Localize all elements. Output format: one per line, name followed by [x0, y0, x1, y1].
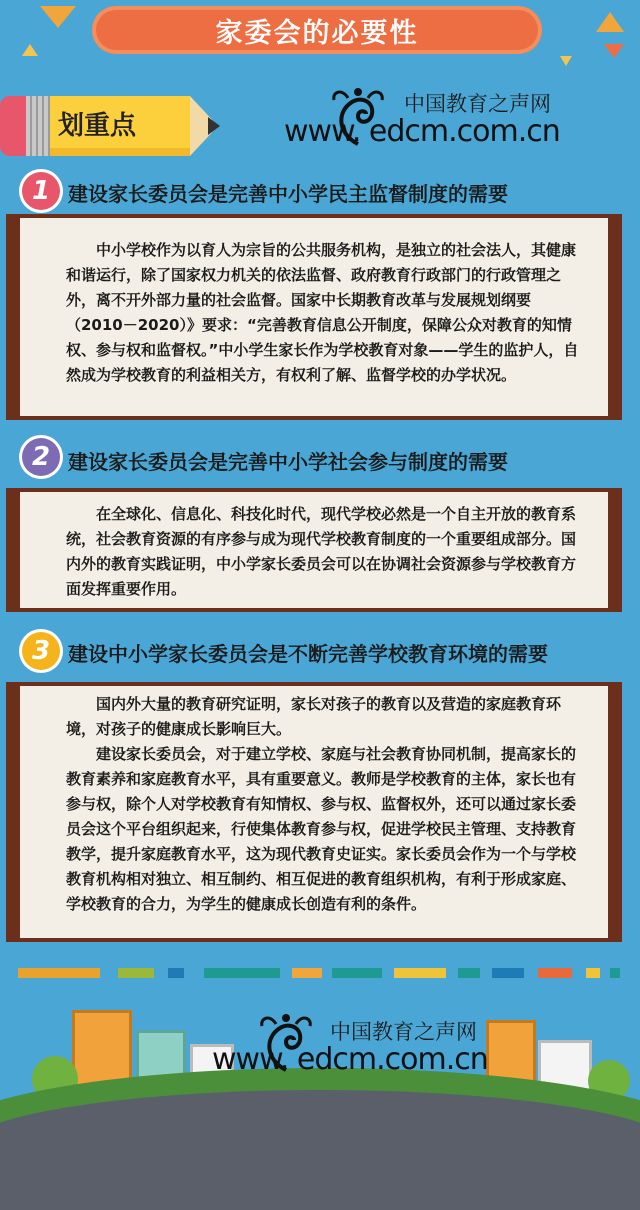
road-illustration [0, 1090, 640, 1210]
stripe [492, 968, 524, 978]
logo-url: www. edcm.com.cn [284, 114, 560, 149]
site-logo [284, 84, 574, 154]
decor-triangle [596, 12, 624, 32]
stripe [610, 968, 620, 978]
stripe [18, 968, 100, 978]
decor-triangle [604, 44, 624, 58]
stripe [394, 968, 446, 978]
stripe-gap [184, 968, 204, 978]
section-body-2 [20, 492, 608, 602]
pencil-eraser [0, 96, 26, 156]
stripe-gap [382, 968, 394, 978]
stripe-gap [446, 968, 458, 978]
section-title-2: 建设家长委员会是完善中小学社会参与制度的需要 [68, 450, 508, 474]
content-board-1 [6, 214, 622, 420]
stripe-gap [572, 968, 586, 978]
color-stripe-bar [18, 968, 622, 978]
stripe [586, 968, 600, 978]
content-board-2 [6, 488, 622, 612]
paragraph: 在全球化、信息化、科技化时代，现代学校必然是一个自主开放的教育系统，社会教育资源的有序参与成为现代学校教育制度的一个重要组成部分。国内外的教育实践证明，中小学家长委员会可以在协调社会资源参与学校教育方面发挥重要作用。 [66, 505, 577, 598]
stripe-gap [280, 968, 292, 978]
logo-chinese-name: 中国教育之声网 [404, 92, 551, 116]
section-body-3 [20, 686, 608, 917]
section-title-1: 建设家长委员会是完善中小学民主监督制度的需要 [68, 182, 508, 206]
highlight-tag-label: 划重点 [58, 111, 137, 141]
footer-logo [212, 1010, 502, 1080]
logo-chinese-name: 中国教育之声网 [330, 1020, 477, 1044]
section-body-1 [20, 218, 608, 388]
logo-url: www. edcm.com.cn [212, 1042, 488, 1077]
stripe [118, 968, 154, 978]
stripe-gap [600, 968, 610, 978]
section-number-2: 2 [22, 438, 60, 476]
stripe [538, 968, 572, 978]
stripe [458, 968, 480, 978]
stripe-gap [322, 968, 332, 978]
section-title-3: 建设中小学家长委员会是不断完善学校教育环境的需要 [68, 642, 548, 666]
pencil-lead [208, 117, 220, 135]
stripe [204, 968, 280, 978]
paragraph: 国内外大量的教育研究证明，家长对孩子的教育以及营造的家庭教育环境，对孩子的健康成长影响巨大。 [66, 695, 562, 738]
paragraph: 中小学校作为以育人为宗旨的公共服务机构，是独立的社会法人，其健康和谐运行，除了国家权力机关的依法监督、政府教育行政部门的行政管理之外，离不开外部力量的社会监督。国家中长期教育改革与发展规划纲要（2010－2020）》要求：“完善教育信息公开制度，保障公众对教育的知情权、参与权和监督权。”中小学生家长作为学校教育对象——学生的监护人，自然成为学校教育的利益相关方，有权利了解、监督学校的办学状况。 [66, 241, 579, 384]
pencil-ferrule [26, 96, 50, 156]
section-number-3: 3 [22, 632, 60, 670]
stripe [292, 968, 322, 978]
stripe [168, 968, 184, 978]
section-number-1: 1 [22, 172, 60, 210]
stripe-gap [100, 968, 118, 978]
paragraph: 建设家长委员会，对于建立学校、家庭与社会教育协同机制，提高家长的教育素养和家庭教育水平，具有重要意义。教师是学校教育的主体，家长也有参与权，除个人对学校教育有知情权、参与权、监督权外，还可以通过家长委员会这个平台组织起来，行使集体教育参与权，促进学校民主管理、支持教育教学，提升家庭教育水平，这为现代教育史证实。家长委员会作为一个与学校教育机构相对独立、相互制约、相互促进的教育组织机构，有利于形成家庭、学校教育的合力，为学生的健康成长创造有利的条件。 [66, 745, 577, 913]
stripe-gap [524, 968, 538, 978]
stripe-gap [154, 968, 168, 978]
page-title: 家委会的必要性 [215, 17, 419, 49]
decor-triangle [560, 56, 572, 66]
decor-triangle [22, 44, 38, 56]
content-board-3 [6, 682, 622, 942]
stripe-gap [480, 968, 492, 978]
stripe [332, 968, 382, 978]
decor-triangle [40, 6, 76, 28]
